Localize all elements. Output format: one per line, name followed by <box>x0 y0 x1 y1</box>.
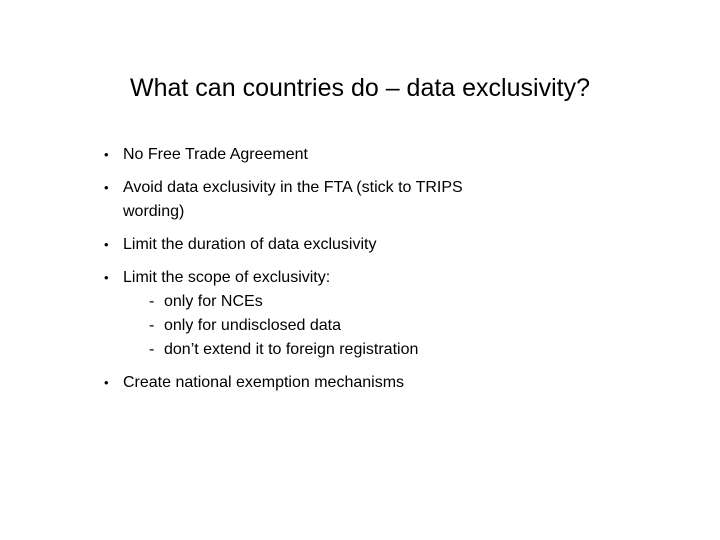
bullet-icon: • <box>104 147 109 162</box>
slide-title: What can countries do – data exclusivity? <box>130 74 590 102</box>
sub-bullet-text: only for undisclosed data <box>164 317 341 334</box>
sub-bullet-item <box>149 338 664 362</box>
bullet-item <box>104 233 664 257</box>
bullet-text: Create national exemption mechanisms <box>123 374 405 391</box>
bullet-item <box>104 371 664 395</box>
dash-icon: - <box>149 293 155 310</box>
sub-bullet-item <box>149 314 664 338</box>
bullet-icon: • <box>104 180 109 195</box>
sub-bullet-item <box>149 290 664 314</box>
sub-bullet-text: don’t extend it to foreign registration <box>164 341 419 358</box>
dash-icon: - <box>149 317 155 334</box>
bullet-text: Avoid data exclusivity in the FTA (stick to TRIPS wording) <box>123 179 463 220</box>
sub-bullet-text: only for NCEs <box>164 293 263 310</box>
bullet-item <box>104 266 664 362</box>
bullet-icon: • <box>104 270 109 285</box>
bullet-list <box>104 143 664 404</box>
bullet-text: Limit the duration of data exclusivity <box>123 236 377 253</box>
bullet-icon: • <box>104 237 109 252</box>
bullet-item <box>104 143 664 167</box>
bullet-icon: • <box>104 375 109 390</box>
sub-bullet-list <box>123 290 664 362</box>
bullet-item <box>104 176 664 224</box>
dash-icon: - <box>149 341 155 358</box>
bullet-text: Limit the scope of exclusivity: <box>123 269 331 286</box>
bullet-text: No Free Trade Agreement <box>123 146 308 163</box>
